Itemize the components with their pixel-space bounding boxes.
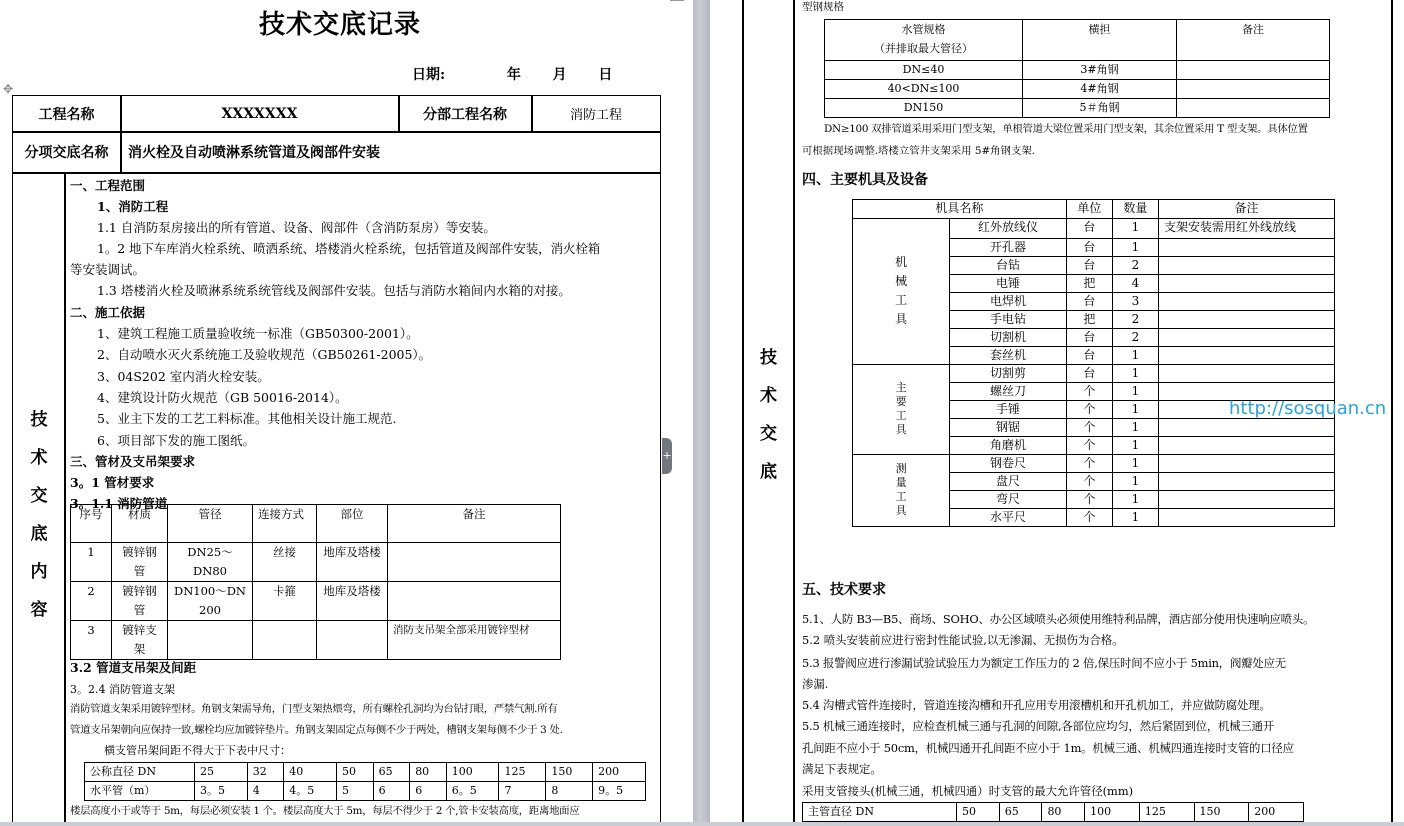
table-cell: 3。5 <box>195 782 248 801</box>
row-header: 公称直径 DN <box>85 763 195 782</box>
page-separator <box>693 0 710 826</box>
table-cell: 手锤 <box>950 400 1067 418</box>
table-cell <box>1158 310 1334 328</box>
paragraph: 1。2 地下车库消火栓系统、喷洒系统、塔楼消火栓系统，包括管道及阀部件安装，消火栓箱 <box>97 241 601 256</box>
table-cell: 5 <box>337 782 374 801</box>
table-cell: 个 <box>1066 436 1112 454</box>
table-cell: 镀锌钢管 <box>112 582 168 621</box>
steel-spec-caption: 型钢规格 <box>802 1 844 13</box>
table-cell <box>1158 508 1334 526</box>
table-cell: 个 <box>1066 418 1112 436</box>
side-label-char: 内 <box>30 562 48 582</box>
table-cell <box>388 582 561 621</box>
requirement-item: 满足下表规定。 <box>802 762 882 776</box>
date-month: 月 <box>552 67 567 83</box>
table-cell <box>1177 99 1330 118</box>
table-cell <box>1177 80 1330 99</box>
division-value: 消防工程 <box>569 108 622 123</box>
table-cell: 地库及塔楼 <box>317 543 388 582</box>
table-cell: DN25～DN80 <box>168 543 253 582</box>
side-label-content <box>14 401 64 629</box>
table-cell: 6 <box>410 782 447 801</box>
table-cell <box>1158 328 1334 346</box>
table-cell: 台 <box>1066 219 1112 239</box>
table-cell: DN≤40 <box>825 61 1023 80</box>
table-row <box>825 80 1330 99</box>
side-label-content <box>744 339 793 491</box>
table-cell: 1 <box>1112 364 1158 382</box>
reference-item: 4、建筑设计防火规范（GB 50016-2014）。 <box>97 390 348 405</box>
document-page-left <box>0 0 693 826</box>
table-header-row <box>71 505 561 543</box>
table-cell: 丝接 <box>253 543 317 582</box>
table-row <box>85 782 646 801</box>
column-header: 横担 <box>1023 20 1177 61</box>
column-header: 材质 <box>112 505 168 543</box>
table-move-handle-icon[interactable]: ✥ <box>2 82 14 96</box>
table-cell: 5＃角钢 <box>1023 99 1177 118</box>
expand-table-button[interactable]: + <box>662 438 672 474</box>
table-cell: 50 <box>957 803 1000 822</box>
table-cell: DN100～DN200 <box>168 582 253 621</box>
table-cell: 7 <box>499 782 546 801</box>
table-cell: 水平尺 <box>950 508 1067 526</box>
table-cell: 1 <box>1112 382 1158 400</box>
row-header: 水平管（m） <box>85 782 195 801</box>
table-cell: 9。5 <box>593 782 646 801</box>
bottom-edge <box>0 822 1404 826</box>
table-cell: 螺丝刀 <box>950 382 1067 400</box>
paragraph: 可根据现场调整.塔楼立管井支架采用 5#角钢支架. <box>802 145 1036 157</box>
project-name-label: 工程名称 <box>38 106 95 123</box>
section-5-title: 五、技术要求 <box>802 582 886 598</box>
table-row <box>825 99 1330 118</box>
paragraph: DN≥100 双排管道采用采用门型支架，单根管道大梁位置采用门型支架，其余位置采用 T 型支架。具体位置 <box>824 123 1308 135</box>
table-cell: 25 <box>195 763 248 782</box>
table-cell: 切割剪 <box>950 364 1067 382</box>
paragraph: 1.3 塔楼消火栓及喷淋系统系统管线及阀部件安装。包括与消防水箱间内水箱的对接。 <box>97 283 571 298</box>
table-cell: 台 <box>1066 328 1112 346</box>
side-label-char: 技 <box>30 410 48 430</box>
side-label-char: 交 <box>30 486 48 506</box>
requirement-item: 5.1、人防 B3—B5、商场、SOHO、办公区域喷头必须使用维特利品牌，酒店部分使用快速响应喷头。 <box>802 612 1315 626</box>
tools-equipment-table <box>852 199 1335 527</box>
group-label-char: 要 <box>895 395 907 408</box>
paragraph: 等安装调试。 <box>70 262 146 277</box>
table-cell <box>1158 238 1334 256</box>
table-cell: 弯尺 <box>950 490 1067 508</box>
requirement-item: 5.5 机械三通连接时，应检查机械三通与孔洞的间隙,各部位应均匀，然后紧固到位，机械三通开 <box>802 719 1274 733</box>
table-cell <box>1158 256 1334 274</box>
side-label-char: 技 <box>760 348 777 368</box>
table-cell <box>1158 274 1334 292</box>
table-cell: 台 <box>1066 364 1112 382</box>
column-header <box>825 20 1023 61</box>
table-cell: 65 <box>373 763 410 782</box>
table-row <box>71 621 561 660</box>
table-cell: 钢锯 <box>950 418 1067 436</box>
table-cell: 32 <box>247 763 284 782</box>
requirement-item: 孔间距不应小于 50cm，机械四通开孔间距不应小于 1m。机械三通、机械四通连接时支管的口径应 <box>802 741 1294 755</box>
table-cell: 1 <box>1112 238 1158 256</box>
side-label-char: 容 <box>30 600 48 620</box>
table-cell: 台 <box>1066 256 1112 274</box>
table-cell <box>388 543 561 582</box>
table-cell: 盘尺 <box>950 472 1067 490</box>
steel-spec-table <box>824 19 1330 118</box>
table-cell: 3 <box>1112 292 1158 310</box>
table-header-row <box>853 200 1335 219</box>
hanger-spacing-table <box>84 762 646 801</box>
column-header: 备注 <box>388 505 561 543</box>
table-cell: 1 <box>1112 219 1158 239</box>
table-cell: 红外放线仪 <box>950 219 1067 239</box>
table-cell: 1 <box>1112 436 1158 454</box>
header-line: 水管规格 <box>901 23 946 36</box>
paragraph: 1.1 自消防泵房接出的所有管道、设备、阀部件（含消防泵房）等安装。 <box>97 220 496 235</box>
group-label-char: 具 <box>895 423 907 436</box>
table-cell: 6 <box>373 782 410 801</box>
group-label-char: 主 <box>895 381 907 394</box>
table-cell: 125 <box>1139 803 1194 822</box>
table-cell: 个 <box>1066 508 1112 526</box>
table-cell: 8 <box>546 782 593 801</box>
paragraph: 管道支吊架朝向应保持一致,螺栓均应加镀锌垫片。角钢支架固定点每侧不少于两处，槽钢支架每侧不少于 3 处. <box>70 724 563 736</box>
table-cell: 卡箍 <box>253 582 317 621</box>
date-label: 日期: <box>412 67 446 83</box>
paragraph: 横支管吊架间距不得大于下表中尺寸： <box>104 744 291 757</box>
table-header-row <box>825 20 1330 61</box>
reference-item: 6、项目部下发的施工图纸。 <box>97 433 255 448</box>
section-4-title: 四、主要机具及设备 <box>802 172 928 188</box>
table-cell: 钢卷尺 <box>950 454 1067 472</box>
item-name-label: 分项交底名称 <box>24 145 109 161</box>
pipe-material-table <box>70 504 561 660</box>
table-cell: 1 <box>1112 400 1158 418</box>
table-cell: 手电钻 <box>950 310 1067 328</box>
table-cell: 6。5 <box>446 782 499 801</box>
table-cell: 4 <box>247 782 284 801</box>
header-line: （并排取最大管径） <box>874 42 973 55</box>
column-header: 单位 <box>1066 200 1112 219</box>
group-label-char: 械 <box>895 274 908 289</box>
table-cell: 个 <box>1066 490 1112 508</box>
table-cell: 3#角钢 <box>1023 61 1177 80</box>
side-label-char: 术 <box>760 386 777 406</box>
section-3-1-1-title: 3。1.1 消防管道 <box>70 496 168 511</box>
table-cell: 台 <box>1066 346 1112 364</box>
table-cell: 台钻 <box>950 256 1067 274</box>
table-cell: 1 <box>1112 418 1158 436</box>
group-label-char: 机 <box>895 255 908 270</box>
table-cell: 角磨机 <box>950 436 1067 454</box>
section-3-2-title: 3.2 管道支吊架及间距 <box>70 660 197 675</box>
table-cell: 100 <box>446 763 499 782</box>
table-cell: 200 <box>593 763 646 782</box>
table-cell: 1 <box>71 543 112 582</box>
table-cell <box>1158 436 1334 454</box>
table-cell: 套丝机 <box>950 346 1067 364</box>
table-row <box>803 803 1304 822</box>
divider <box>1391 0 1393 826</box>
date-day: 日 <box>598 67 613 83</box>
table-cell: 1 <box>1112 454 1158 472</box>
table-cell: 地库及塔楼 <box>317 582 388 621</box>
group-label-char: 工 <box>895 490 907 503</box>
table-cell: 40 <box>284 763 337 782</box>
column-header: 数量 <box>1112 200 1158 219</box>
column-header: 序号 <box>71 505 112 543</box>
table-cell: 镀锌支架 <box>112 621 168 660</box>
date-year: 年 <box>506 67 521 83</box>
row-header: 主管直径 DN <box>803 803 957 822</box>
column-header: 连接方式 <box>253 505 317 543</box>
table-cell: 125 <box>499 763 546 782</box>
table-cell: 镀锌钢管 <box>112 543 168 582</box>
table-cell: 150 <box>1194 803 1249 822</box>
requirement-item: 5.3 报警阀应进行渗漏试验试验压力为额定工作压力的 2 倍,保压时间不应小于 5min，阀瓣处应无 <box>802 656 1286 670</box>
table-cell <box>1158 346 1334 364</box>
section-3-1-title: 3。1 管材要求 <box>70 475 155 490</box>
table-cell: 2 <box>1112 256 1158 274</box>
table-cell: 把 <box>1066 274 1112 292</box>
table-row <box>853 454 1335 472</box>
group-label-char: 测 <box>895 462 907 475</box>
column-header: 管径 <box>168 505 253 543</box>
table-cell: 支架安装需用红外线放线 <box>1158 219 1334 239</box>
table-cell: 80 <box>410 763 447 782</box>
table-cell: 电焊机 <box>950 292 1067 310</box>
side-label-char: 底 <box>30 524 48 544</box>
table-cell <box>317 621 388 660</box>
table-cell: 把 <box>1066 310 1112 328</box>
date-row <box>412 64 612 84</box>
table-row <box>853 364 1335 382</box>
group-label-char: 工 <box>895 409 907 422</box>
paragraph: 消防管道支架采用镀锌型材。角钢支架需导角，门型支架热煨弯，所有螺栓孔洞均为台钻打眼，严禁气割.所有 <box>70 703 558 715</box>
branch-table-caption: 采用支管接头(机械三通，机械四通）时支管的最大允许管径(mm) <box>802 784 1134 798</box>
table-cell: 2 <box>71 582 112 621</box>
table-cell: 4 <box>1112 274 1158 292</box>
table-row <box>853 219 1335 239</box>
table-cell: 1 <box>1112 472 1158 490</box>
side-label-char: 交 <box>760 424 777 444</box>
column-header: 机具名称 <box>853 200 1067 219</box>
table-row <box>825 61 1330 80</box>
table-cell: 个 <box>1066 472 1112 490</box>
column-header: 备注 <box>1177 20 1330 61</box>
table-cell: 50 <box>337 763 374 782</box>
document-title: 技术交底记录 <box>258 10 421 40</box>
column-header: 部位 <box>317 505 388 543</box>
table-cell: 个 <box>1066 400 1112 418</box>
table-cell <box>1158 364 1334 382</box>
table-cell <box>1158 418 1334 436</box>
table-cell: 100 <box>1085 803 1140 822</box>
table-cell: 个 <box>1066 454 1112 472</box>
table-row <box>85 763 646 782</box>
group-label-char: 量 <box>895 476 907 489</box>
project-name-value: XXXXXXX <box>221 105 298 122</box>
group-label-measuring-tools <box>853 454 950 526</box>
table-cell: 2 <box>1112 310 1158 328</box>
section-3-2-4-title: 3。2.4 消防管道支架 <box>70 683 175 696</box>
requirement-item: 5.2 喷头安装前应进行密封性能试验,以无渗漏、无损伤为合格。 <box>802 633 1124 647</box>
paragraph: 楼层高度小于或等于 5m，每层必须安装 1 个。楼层高度大于 5m，每层不得少于 2 个,管卡安装高度，距离地面应 <box>70 805 580 817</box>
divider <box>793 0 795 826</box>
divider <box>12 172 661 174</box>
column-header: 备注 <box>1158 200 1334 219</box>
requirement-item: 渗漏. <box>802 677 829 691</box>
side-label-char: 术 <box>30 448 48 468</box>
table-cell <box>1158 292 1334 310</box>
table-cell: 电锤 <box>950 274 1067 292</box>
table-cell <box>1177 61 1330 80</box>
requirement-item: 5.4 沟槽式管件连接时，管道连接沟槽和开孔应用专用滚槽机和开孔机加工，并应做防腐处理。 <box>802 698 1271 712</box>
table-cell: 65 <box>999 803 1042 822</box>
watermark-link: http://sosquan.cn <box>1229 398 1387 419</box>
table-cell: 台 <box>1066 292 1112 310</box>
page-corner-mark <box>670 0 684 1</box>
table-cell: 3 <box>71 621 112 660</box>
table-cell: 80 <box>1042 803 1085 822</box>
reference-item: 5、业主下发的工艺工料标准。其他相关设计施工规范. <box>97 411 397 426</box>
table-row <box>71 543 561 582</box>
table-cell: 200 <box>1249 803 1304 822</box>
reference-item: 2、自动喷水灭火系统施工及验收规范（GB50261-2005）。 <box>97 347 432 362</box>
table-cell <box>1158 490 1334 508</box>
group-label-char: 具 <box>895 312 908 327</box>
branch-pipe-table <box>802 802 1304 822</box>
item-name-value: 消火栓及自动喷淋系统管道及阀部件安装 <box>128 145 380 161</box>
table-cell: 台 <box>1066 238 1112 256</box>
table-cell: 个 <box>1066 382 1112 400</box>
table-row <box>71 582 561 621</box>
table-cell: DN150 <box>825 99 1023 118</box>
table-cell <box>253 621 317 660</box>
table-cell: 消防支吊架全部采用镀锌型材 <box>388 621 561 660</box>
group-label-main-tools <box>853 364 950 454</box>
side-label-char: 底 <box>760 462 777 482</box>
reference-item: 3、04S202 室内消火栓安装。 <box>97 369 270 384</box>
table-cell: 4#角钢 <box>1023 80 1177 99</box>
group-label-char: 工 <box>895 293 908 308</box>
section-3-title: 三、管材及支吊架要求 <box>70 454 196 469</box>
table-cell: 开孔器 <box>950 238 1067 256</box>
table-cell: 1 <box>1112 490 1158 508</box>
division-label: 分部工程名称 <box>423 106 507 123</box>
section-1-title: 一、工程范围 <box>70 178 146 193</box>
table-cell: 40<DN≤100 <box>825 80 1023 99</box>
group-label-mechanical <box>853 219 950 365</box>
table-cell: 2 <box>1112 328 1158 346</box>
table-cell <box>1158 454 1334 472</box>
group-label-char: 具 <box>895 504 907 517</box>
reference-item: 1、建筑工程施工质量验收统一标准（GB50300-2001）。 <box>97 326 419 341</box>
table-cell: 切割机 <box>950 328 1067 346</box>
section-1-subtitle: 1、消防工程 <box>97 199 169 214</box>
table-cell <box>1158 472 1334 490</box>
table-cell: 150 <box>546 763 593 782</box>
table-cell: 1 <box>1112 346 1158 364</box>
table-cell: 4。5 <box>284 782 337 801</box>
table-cell <box>168 621 253 660</box>
section-2-title: 二、施工依据 <box>70 305 146 320</box>
table-cell: 1 <box>1112 508 1158 526</box>
divider <box>64 172 66 826</box>
